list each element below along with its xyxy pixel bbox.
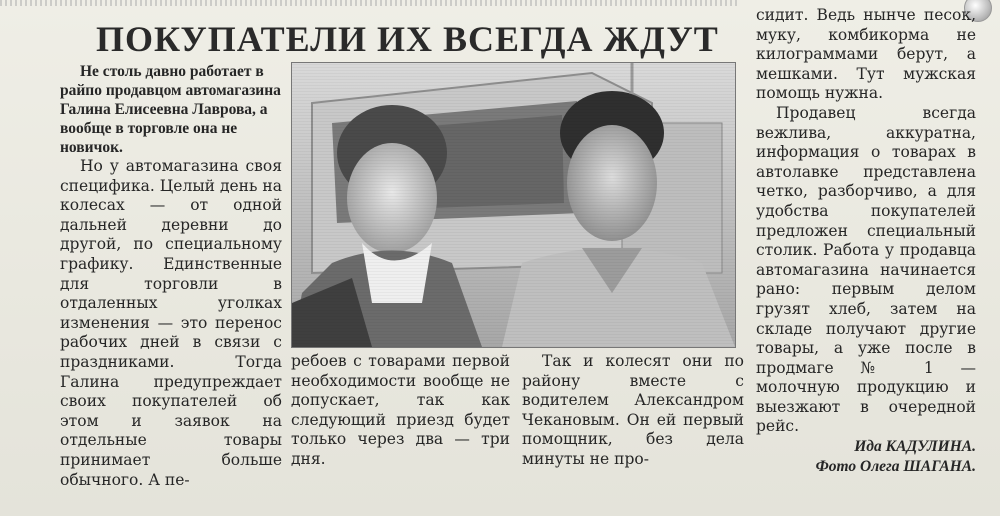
text-column-1 <box>60 62 282 490</box>
body-paragraph: Но у автомагазина своя специфика. Целый день на колесах — от одной дальней деревни до другой, по специальному графику. Единственные для торговли в отдаленных уголках изменения — это перенос рабочих дней в связи с праздниками. Тогда Галина предупреждает своих покупателей об этом и заявок на отдельные товары принимает больше обычного. А пе- <box>60 157 282 489</box>
body-paragraph: Продавец всегда вежлива, аккуратна, информация о товарах в автолавке представлена четко, разборчиво, а для удобства покупателей предложен специальный столик. Работа у продавца автомагазина начинается рано: первым делом грузят хлеб, затем на складе получают другие товары, а уже после в продмаге № 1 — молочную продукцию и выезжают в очередной рейс. <box>756 103 976 436</box>
article-headline: ПОКУПАТЕЛИ ИХ ВСЕГДА ЖДУТ <box>96 19 719 59</box>
body-paragraph: Так и колесят они по району вместе с водителем Александром Чекановым. Он ей первый помощник, без дела минуты не про- <box>522 352 744 468</box>
photo-credit: Фото Олега ШАГАНА. <box>815 458 976 476</box>
lead-paragraph: Не столь давно работает в райпо продавцом автомагазина Галина Елисеевна Лаврова, а вообще в торговле она не новичок. <box>60 63 281 156</box>
body-paragraph: сидит. Ведь нынче песок, муку, комбикорма не килограммами берут, а мешками. Тут мужская помощь нужна. <box>756 6 976 103</box>
author-byline: Ида КАДУЛИНА. <box>854 438 976 456</box>
text-column-4 <box>756 6 976 477</box>
photo-image <box>292 63 735 347</box>
article-photo <box>291 62 736 348</box>
top-divider <box>0 0 740 6</box>
text-column-2 <box>291 352 510 470</box>
text-column-3 <box>522 352 744 470</box>
body-paragraph: ребоев с товарами первой необходимости вообще не допускает, так как следующий приезд будет только через два — три дня. <box>291 352 510 468</box>
